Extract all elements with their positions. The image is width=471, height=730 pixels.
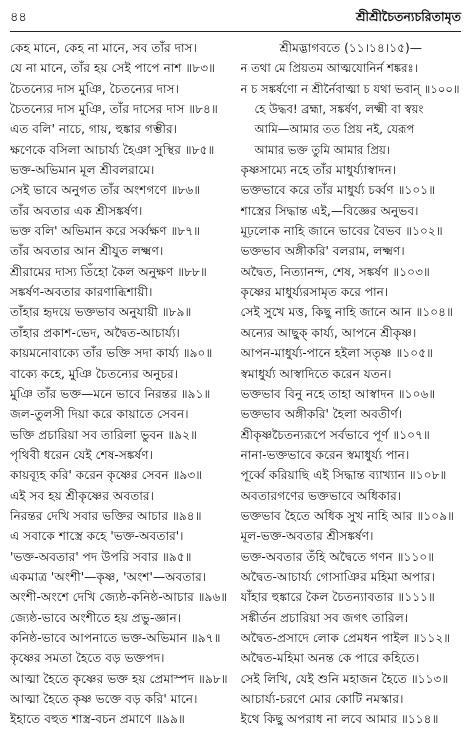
verse-line: এই সব হয় শ্রীকৃষ্ণের অবতার।	[10, 488, 154, 503]
verse-line: আত্মা হৈতে কৃষ্ণ ভক্তে বড় করি' মানে।	[10, 692, 198, 706]
verse-line: শাস্ত্রের সিদ্ধান্ত এই,—বিজ্ঞের অনুভব।	[240, 203, 419, 218]
translation-line: আমার ভক্ত তুমি আমার প্রিয়।	[254, 142, 390, 157]
right-column	[241, 38, 462, 730]
verse-line: তাঁর অবতার আন শ্রীযুত লক্ষ্মণ।	[10, 244, 164, 259]
verse-line: যে না মানে, তাঁর হয় সেই পাপে নাশ ॥৮৩॥	[10, 61, 216, 76]
book-title: শ্রীশ্রীচৈতন্যচরিতামৃত	[356, 9, 461, 24]
verse-line: ভক্ত-অভিমান মূল শ্রীবলরামে।	[10, 163, 155, 178]
verse-line: ভক্তভাবে করে তাঁর মাধুর্য্য চর্ব্বণ ॥১০১॥	[240, 183, 436, 198]
verse-line: অংশী-অংশে দেখি জ্যেষ্ঠ-কনিষ্ঠ-আচার ॥৯৬॥	[10, 590, 228, 605]
verse-line: শ্রীকৃষ্ণচৈতন্যরূপে সর্বভাবে পূর্ণ ॥১০৭॥	[240, 427, 430, 442]
verse-line: সেই ভাবে অনুগত তাঁর অংশগণে ॥৮৬॥	[10, 183, 201, 198]
verse-line: ভক্তভাব হৈতে অধিক সুখ নাহি আর ॥১০৯॥	[240, 508, 455, 523]
verse-line: অদ্বৈত-মহিমা অনন্ত কে পারে কহিতে।	[240, 651, 420, 666]
verse-line: পূর্ব্বে করিয়াছি এই সিদ্ধান্ত ব্যাখ্যান ॥১০৮॥	[240, 468, 447, 483]
verse-line: অদ্বৈত-আচার্য্য গোসাঞির মহিমা অপার।	[240, 569, 435, 584]
verse-line: ভক্তভাব অঙ্গীকরি' হৈলা অবতীর্ণ।	[240, 407, 403, 422]
verse-line: অদ্বৈত-প্রসাদে লোক প্রেমধন পাইল ॥১১২॥	[240, 630, 451, 645]
verse-line: কনিষ্ঠ-ভাবে আপনাতে ভক্ত-অভিমান ॥৯৭॥	[10, 630, 221, 645]
verse-line: আত্মা হৈতে কৃষ্ণের ভক্ত হয় প্রেমাস্পদ ॥৯৮॥	[10, 671, 228, 686]
verse-line: জ্যেষ্ঠ-ভাবে অংশীতে হয় প্রভু-জ্ঞান।	[10, 610, 182, 625]
verse-line: মূল-ভক্ত-অবতার শ্রীসঙ্কর্ষণ।	[240, 529, 374, 544]
verse-line: ভক্ত-অবতার তঁহি অদ্বৈতে গণন ॥১১০॥	[240, 549, 435, 564]
translation-line: আমি—আমার তত প্রিয় নই, যেরূপ	[254, 122, 415, 137]
verse-line: নানা-ভক্তভাবে করেন স্বমাধুর্য্য পান।	[240, 447, 410, 462]
verse-line: কায়মনোবাক্যে তাঁর ভক্তি সদা কার্য্য ॥৯০॥	[10, 346, 213, 361]
verse-line: নিরন্তর দেখি সবার ভক্তির আচার ॥৯৪॥	[10, 508, 202, 523]
verse-line: কায়ব্যূহ করি' করেন কৃষ্ণের সেবন ॥৯৩॥	[10, 468, 203, 483]
verse-line: অবতারগণের ভক্তভাবে অধিকার।	[240, 488, 402, 503]
verse-line: স্বমাধুর্য্য আস্বাদিতে করেন যতন।	[240, 366, 392, 381]
verse-line: এত বলি' নাচে, গায়, হুঙ্কার গম্ভীর।	[10, 122, 178, 137]
left-column	[10, 38, 231, 730]
verse-line: মুঞি তাঁর ভক্ত—মনে ভাবে নিরন্তর ॥৯১॥	[10, 386, 211, 401]
verse-line: ক্ষণেকে বসিলা আচার্য্য হৈঞা সুস্থির ॥৮৫॥	[10, 142, 215, 157]
verse-line: চৈতন্যের দাস মুঞি, চৈতন্যের দাস।	[10, 81, 179, 96]
verse-line: কৃষ্ণসাম্যে নহে তাঁর মাধুর্য্যাস্বাদন।	[240, 163, 397, 178]
header-rule	[10, 31, 461, 32]
sanskrit-verse-line: ন তথা মে প্রিয়তম আত্মযোনির্ন শঙ্করঃ।	[240, 61, 418, 76]
verse-line: জল-তুলসী দিয়া করে কায়াতে সেবন।	[10, 407, 189, 422]
verse-line: তাঁর অবতার এক শ্রীসঙ্কর্ষণ।	[10, 203, 143, 218]
verse-line: ভক্তভাব বিনু নহে তাহা আস্বাদন ॥১০৬॥	[240, 386, 436, 401]
verse-line: 'ভক্ত-অবতার' পদ উপরি সবার ॥৯৫॥	[10, 549, 192, 564]
verse-line: ভক্তি প্রচারিয়া সব তারিলা ভুবন ॥৯২॥	[10, 427, 197, 442]
verse-line: ইথে কিছু অপরাধ না লবে আমার ॥১১৪॥	[240, 712, 439, 727]
verse-line: ভক্ত বলি' অভিমান করে সর্ব্বক্ষণ ॥৮৭॥	[10, 224, 201, 239]
verse-line: চৈতন্যের দাস মুঞি, তাঁর দাসের দাস ॥৮৪॥	[10, 102, 218, 117]
verse-line: বাক্যে কহে, মুঞি চৈতন্যের অনুচর।	[10, 366, 179, 381]
verse-line: সঙ্কর্ষণ-অবতার কারণাব্ধিশায়ী।	[10, 285, 153, 300]
verse-reference: শ্রীমদ্ভাগবতে (১১।১৪।১৫)—	[279, 41, 422, 55]
translation-line: হে উদ্ধব! ব্রহ্মা, সঙ্কর্ষণ, লক্ষ্মী বা স্বয়ং	[254, 102, 424, 117]
verse-line: সেই লিখি, যেই শুনি মহাজন হৈতে ॥১১৩॥	[240, 671, 449, 686]
verse-line: যাঁহার হুঙ্কারে কৈল চৈতন্যাবতার ॥১১১॥	[240, 590, 435, 605]
page-header	[10, 8, 461, 30]
verse-line: তাঁহার হৃদয়ে ভক্তভাব অনুযায়ী ॥৮৯॥	[10, 305, 192, 320]
verse-line: ইহাতে বহুত শাস্ত্র-বচন প্রমাণে ॥৯৯॥	[10, 712, 185, 727]
verse-line: সঙ্কীর্তন প্রচারিয়া সব জগৎ তারিল।	[240, 610, 409, 625]
page-number: ৪৪	[10, 10, 27, 25]
verse-line: আচার্য্য-চরণে মোর কোটি নমস্কার।	[240, 692, 404, 706]
verse-line: সেই সুখে মত্ত, কিছু নাহি জানে আন ॥১০৪॥	[240, 305, 453, 320]
verse-line: শ্রীরামের দাস্য তিঁহো কৈল অনুক্ষণ ॥৮৮॥	[10, 264, 207, 279]
verse-line: কৃষ্ণের মাধুর্য্যরসামৃত করে পান।	[240, 285, 389, 300]
verse-line: মূঢ়লোক নাহি জানে ভাবের বৈভব ॥১০২॥	[240, 224, 443, 239]
verse-line: কেহ মানে, কেহ না মানে, সব তাঁর দাস।	[10, 41, 197, 55]
right-verse-lines	[241, 160, 462, 730]
verse-line: তাঁহার প্রকাশ-ভেদ, অদ্বৈত-আচার্য্য।	[10, 325, 180, 340]
verse-line: পৃথিবী ধরেন যেই শেষ-সঙ্কর্ষণ।	[10, 447, 153, 462]
two-column-body	[10, 38, 461, 730]
verse-line: একমাত্র 'অংশী'—কৃষ্ণ, 'অংশ'—অবতার।	[10, 569, 207, 584]
verse-line: অন্যের আছুক্ কার্য্য, আপনে শ্রীকৃষ্ণ।	[240, 325, 417, 340]
verse-line: অদ্বৈত, নিত্যানন্দ, শেষ, সঙ্কর্ষণ ॥১০৩॥	[240, 264, 430, 279]
verse-line: আপন-মাধুর্য্য-পানে হইলা সতৃষ্ণ ॥১০৫॥	[240, 346, 434, 361]
verse-line: ভক্তভাব অঙ্গীকরি' বলরাম, লক্ষ্মণ।	[240, 244, 405, 259]
verse-line: কৃষ্ণের সমতা হৈতে বড় ভক্তপদ।	[10, 651, 165, 666]
sanskrit-verse-line: ন চ সঙ্কর্ষণো ন শ্রীর্নৈবাত্মা চ যথা ভবান্ ॥১০০॥	[240, 81, 460, 96]
verse-line: এ সবাকে শাস্ত্রে কহে 'ভক্ত-অবতার'।	[10, 529, 184, 544]
